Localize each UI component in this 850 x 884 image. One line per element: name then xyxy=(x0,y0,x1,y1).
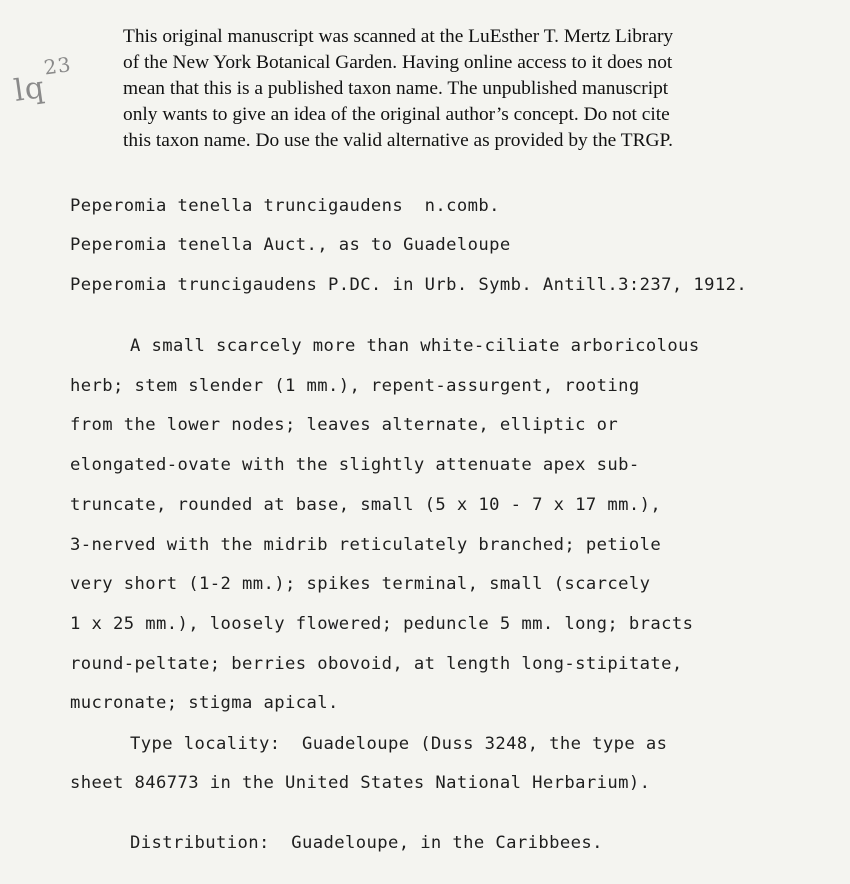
description-line-2: herb; stem slender (1 mm.), repent-assurgent, rooting xyxy=(70,376,640,396)
description-line-1: A small scarcely more than white-ciliate arboricolous xyxy=(130,336,700,356)
notice-line-1: This original manuscript was scanned at the LuEsther T. Mertz Library xyxy=(123,26,674,47)
description-line-6: 3-nerved with the midrib reticulately branched; petiole xyxy=(70,535,662,555)
description-line-7: very short (1-2 mm.); spikes terminal, small (scarcely xyxy=(70,574,651,594)
notice-line-3: mean that this is a published taxon name. The unpublished manuscript xyxy=(123,78,669,99)
type-locality-line-1: Type locality: Guadeloupe (Duss 3248, the type as xyxy=(130,734,668,754)
scan-notice xyxy=(123,24,763,154)
type-locality-line-2: sheet 846773 in the United States National Herbarium). xyxy=(70,773,651,793)
name-line-1: Peperomia tenella truncigaudens n.comb. xyxy=(70,196,500,216)
name-line-3: Peperomia truncigaudens P.DC. in Urb. Symb. Antill.3:237, 1912. xyxy=(70,275,748,295)
description-line-10: mucronate; stigma apical. xyxy=(70,693,339,713)
name-line-2: Peperomia tenella Auct., as to Guadeloupe xyxy=(70,235,511,255)
description-line-4: elongated-ovate with the slightly attenuate apex sub- xyxy=(70,455,640,475)
description-line-9: round-peltate; berries obovoid, at length long-stipitate, xyxy=(70,654,683,674)
handwritten-main: lq xyxy=(11,69,48,109)
handwritten-annotation xyxy=(11,51,75,109)
description-line-5: truncate, rounded at base, small (5 x 10 - 7 x 17 mm.), xyxy=(70,495,662,515)
handwritten-sup: 23 xyxy=(42,51,73,80)
notice-line-2: of the New York Botanical Garden. Having online access to it does not xyxy=(123,52,673,73)
description-line-3: from the lower nodes; leaves alternate, elliptic or xyxy=(70,415,619,435)
description-line-8: 1 x 25 mm.), loosely flowered; peduncle 5 mm. long; bracts xyxy=(70,614,694,634)
notice-line-5: this taxon name. Do use the valid alternative as provided by the TRGP. xyxy=(123,130,674,151)
notice-line-4: only wants to give an idea of the original author’s concept. Do not cite xyxy=(123,104,670,125)
distribution-line: Distribution: Guadeloupe, in the Caribbees. xyxy=(130,833,603,853)
